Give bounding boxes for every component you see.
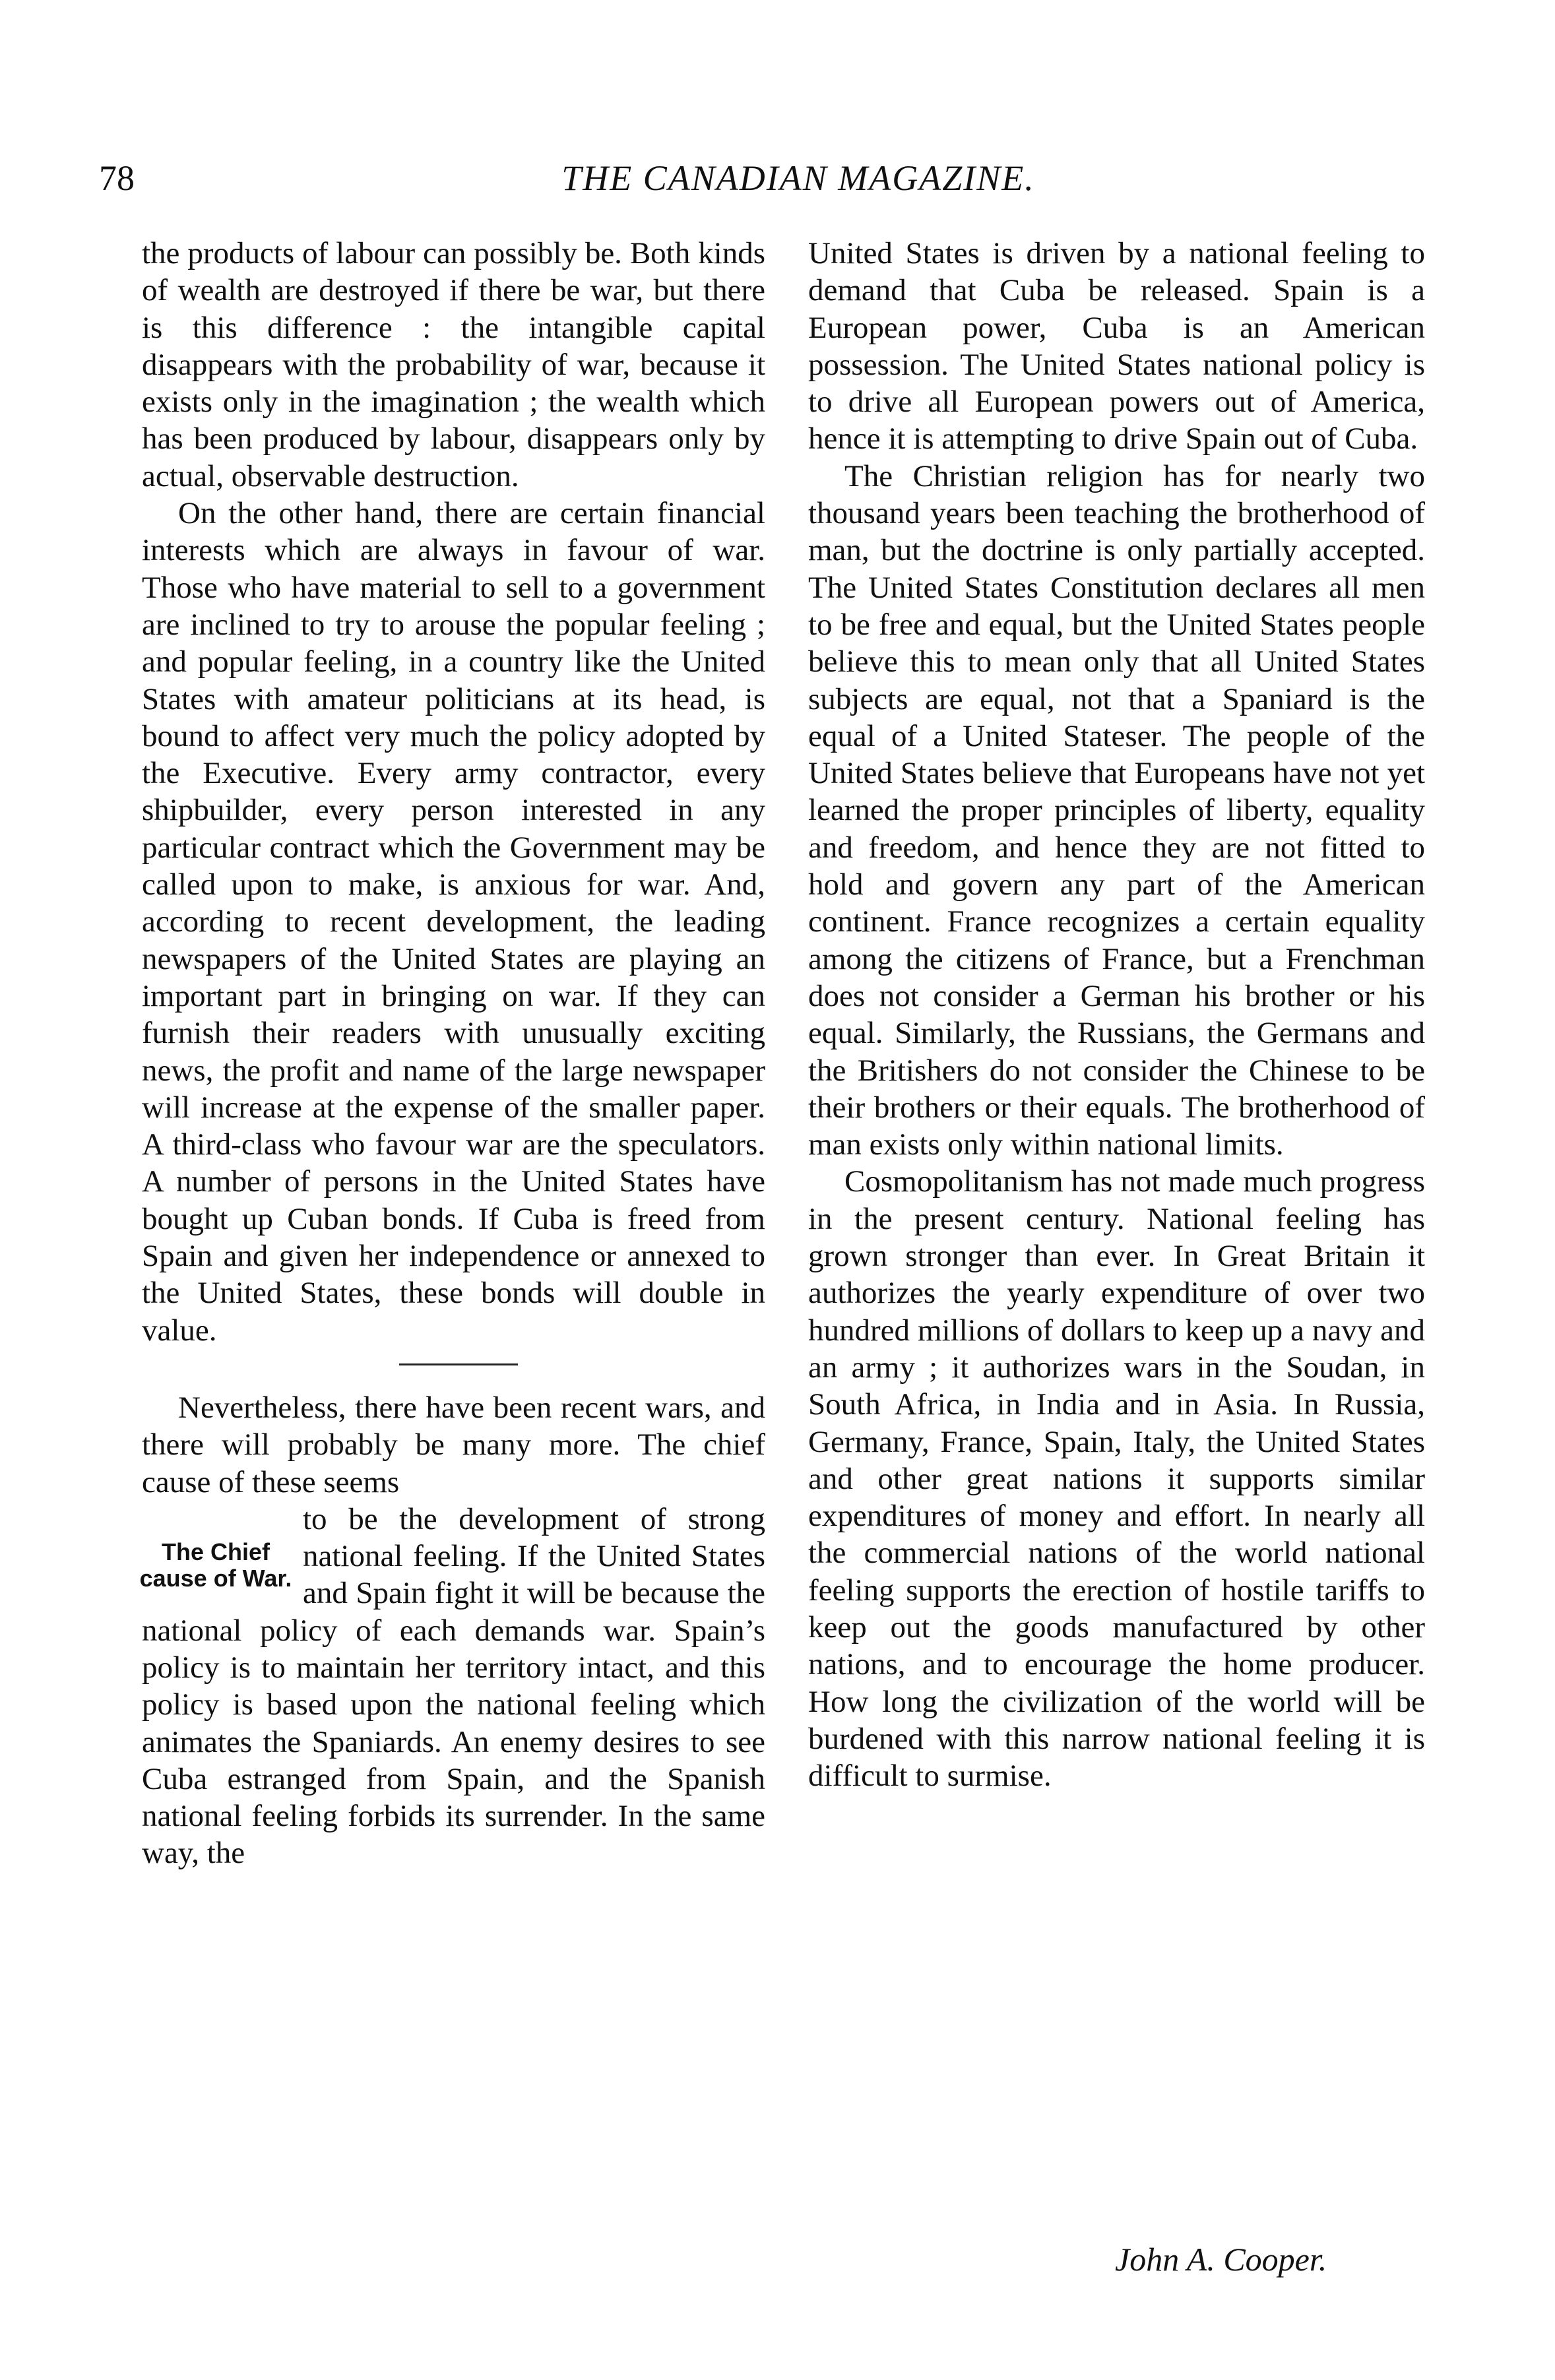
paragraph: the products of labour can possibly be. Both kinds of wealth are destroyed if there be war, but there is this difference : the intangible capital disappears with the probability of war, because it exists only in the imagination ; the wealth which has been produced by labour, disappears only by actual, observable destruction. xyxy=(142,236,765,493)
side-heading: The Chief cause of War. xyxy=(139,1538,292,1592)
page-number: 78 xyxy=(99,158,135,198)
paragraph: Nevertheless, there have been recent wars, and there will probably be many more. The chief cause of these seems xyxy=(142,1390,765,1499)
author-signature: John A. Cooper. xyxy=(1115,2241,1327,2278)
paragraph: The Christian religion has for nearly two thousand years been teaching the brotherhood of man, but the doctrine is only partially accepted. The United States Constitution declares all men to be free and equal, but the United States people believe this to mean only that all United States subjects are equal, not that a Spaniard is the equal of a United Stateser. The people of the United States believe that Europeans have not yet learned the proper principles of liberty, equality and freedom, and hence they are not fitted to hold and govern any part of the American continent. France recognizes a certain equality among the citizens of France, but a Frenchman does not consider a German his brother or his equal. Similarly, the Russians, the Germans and the Britishers do not consider the Chinese to be their brothers or their equals. The brotherhood of man exists only within national limits. xyxy=(808,458,1425,1162)
right-column xyxy=(808,235,1425,1794)
running-head-title: THE CANADIAN MAGAZINE. xyxy=(561,158,1035,198)
paragraph-continued: to be the development of strong national feeling. If the United States and Spain fight it will be because the national policy of each demands war. Spain’s policy is to maintain her territory intact, and this policy is based upon the national feeling which animates the Spaniards. An enemy desires to see Cuba estranged from Spain, and the Spanish national feeling forbids its surrender. In the same way, the xyxy=(142,1501,765,1871)
left-column xyxy=(139,235,765,1872)
paragraph: On the other hand, there are certain financial interests which are always in favour of war. Those who have material to sell to a government are inclined to try to arouse the popular feeling ; and popular feeling, in a country like the United States with amateur politicians at its head, is bound to affect very much the policy adopted by the Executive. Every army contractor, every shipbuilder, every person interested in any particular contract which the Government may be called upon to make, is anxious for war. And, according to recent development, the leading newspapers of the United States are playing an important part in bringing on war. If they can furnish their readers with unusually exciting news, the profit and name of the large newspaper will increase at the expense of the smaller paper. A third-class who favour war are the speculators. A number of persons in the United States have bought up Cuban bonds. If Cuba is freed from Spain and given her independence or annexed to the United States, these bonds will double in value. xyxy=(142,496,765,1348)
section-divider xyxy=(399,1363,518,1365)
paragraph: Cosmopolitanism has not made much progress in the present century. National feeling has grown stronger than ever. In Great Britain it authorizes the yearly expenditure of over two hundred millions of dollars to keep up a navy and an army ; it authorizes wars in the Soudan, in South Africa, in India and in Asia. In Russia, Germany, France, Spain, Italy, the United States and other great nations it supports similar expenditures of money and effort. In nearly all the commercial nations of the world national feeling supports the erection of hostile tariffs to keep out the goods manufactured by other nations, and to encourage the home producer. How long the civilization of the world will be burdened with this narrow national feeling it is difficult to surmise. xyxy=(808,1164,1425,1794)
paragraph: United States is driven by a national feeling to demand that Cuba be released. Spain is a European power, Cuba is an American possession. The United States national policy is to drive all European powers out of America, hence it is attempting to drive Spain out of Cuba. xyxy=(808,236,1425,456)
